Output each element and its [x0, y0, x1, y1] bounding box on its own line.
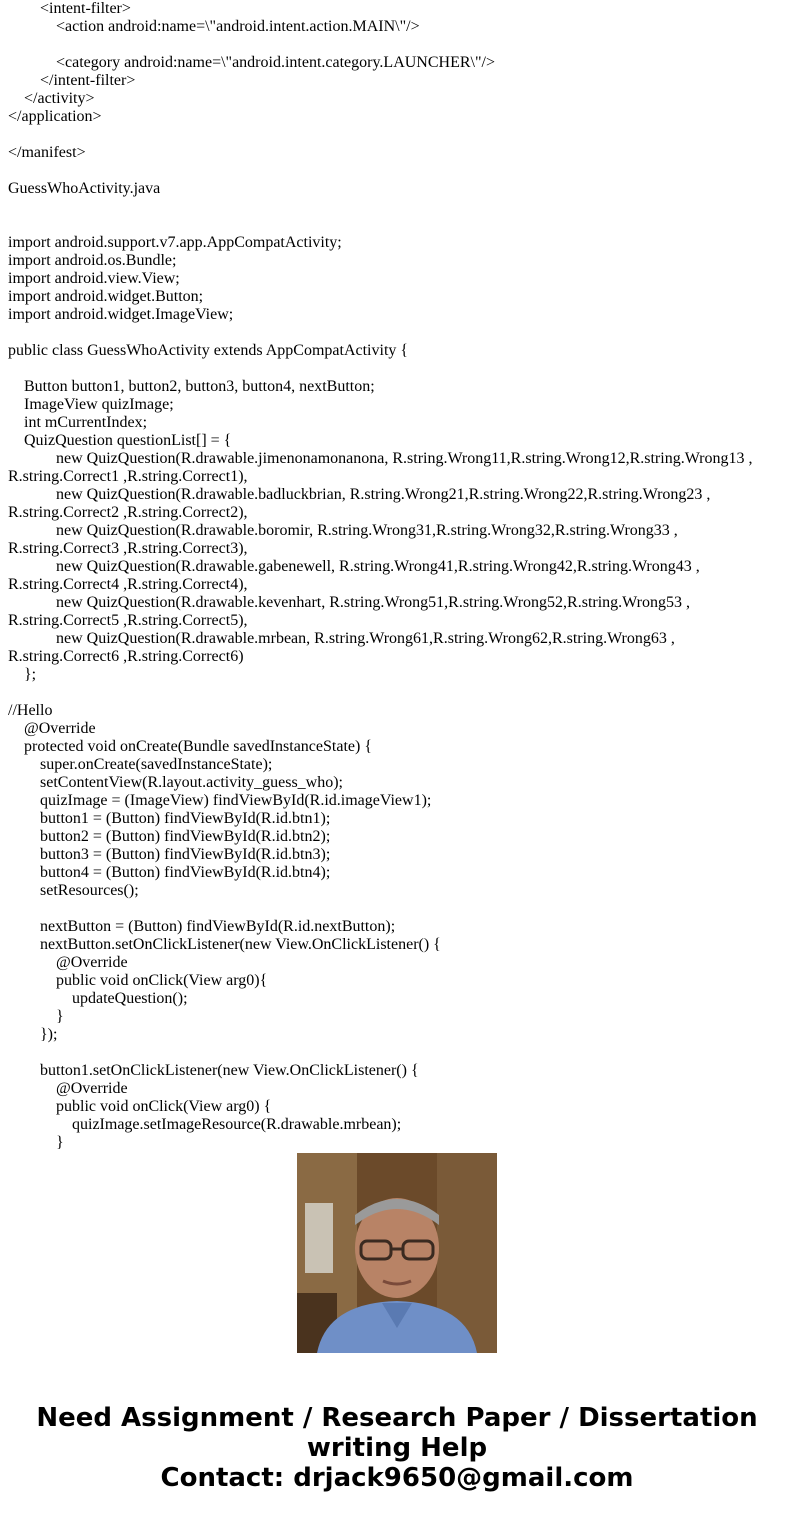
code-line: Button button1, button2, button3, button4, nextButton;: [8, 378, 375, 395]
code-line: @Override: [8, 720, 96, 737]
code-line: new QuizQuestion(R.drawable.badluckbrian, R.string.Wrong21,R.string.Wrong22,R.string.Wrong23 ,: [8, 486, 711, 503]
code-line: [8, 198, 788, 216]
code-line: public void onClick(View arg0){: [8, 972, 268, 989]
person-photo-icon: [297, 1153, 497, 1353]
promo-banner: [0, 1403, 794, 1493]
code-line: @Override: [8, 954, 128, 971]
code-line: button3 = (Button) findViewById(R.id.btn3);: [8, 846, 331, 863]
code-line: [8, 1044, 788, 1062]
code-line: });: [8, 1026, 58, 1043]
code-line: [8, 126, 788, 144]
code-line: [8, 216, 788, 234]
author-avatar: [297, 1153, 497, 1353]
code-line: R.string.Correct6 ,R.string.Correct6): [8, 648, 244, 665]
code-line: }: [8, 1134, 64, 1151]
code-line: [8, 36, 788, 54]
promo-contact: Contact: drjack9650@gmail.com: [160, 1463, 634, 1493]
code-line: [8, 162, 788, 180]
code-line: button4 = (Button) findViewById(R.id.btn4);: [8, 864, 331, 881]
code-line: [8, 324, 788, 342]
code-line: R.string.Correct2 ,R.string.Correct2),: [8, 504, 248, 521]
code-line: }: [8, 1008, 64, 1025]
code-line: new QuizQuestion(R.drawable.mrbean, R.string.Wrong61,R.string.Wrong62,R.string.Wrong63 ,: [8, 630, 675, 647]
code-line: [8, 900, 788, 918]
code-line: GuessWhoActivity.java: [8, 180, 161, 197]
code-line: setContentView(R.layout.activity_guess_who);: [8, 774, 343, 791]
code-line: R.string.Correct5 ,R.string.Correct5),: [8, 612, 248, 629]
code-line: ImageView quizImage;: [8, 396, 174, 413]
code-line: import android.view.View;: [8, 270, 180, 287]
code-line: <action android:name=\"android.intent.action.MAIN\"/>: [8, 18, 420, 35]
code-line: </manifest>: [8, 144, 86, 161]
code-line: button1 = (Button) findViewById(R.id.btn1);: [8, 810, 331, 827]
code-line: int mCurrentIndex;: [8, 414, 148, 431]
code-line: [8, 360, 788, 378]
code-line: import android.support.v7.app.AppCompatActivity;: [8, 234, 342, 251]
code-line: };: [8, 666, 37, 683]
code-line: @Override: [8, 1080, 128, 1097]
code-line: public class GuessWhoActivity extends AppCompatActivity {: [8, 342, 409, 359]
code-line: quizImage.setImageResource(R.drawable.mrbean);: [8, 1116, 402, 1133]
code-line: </application>: [8, 108, 102, 125]
code-line: import android.widget.ImageView;: [8, 306, 234, 323]
code-line: super.onCreate(savedInstanceState);: [8, 756, 273, 773]
code-line: nextButton = (Button) findViewById(R.id.nextButton);: [8, 918, 396, 935]
code-line: new QuizQuestion(R.drawable.kevenhart, R.string.Wrong51,R.string.Wrong52,R.string.Wrong53 ,: [8, 594, 690, 611]
code-line: <category android:name=\"android.intent.category.LAUNCHER\"/>: [8, 54, 495, 71]
code-line: [8, 684, 788, 702]
code-line: <intent-filter>: [8, 0, 131, 17]
code-line: nextButton.setOnClickListener(new View.OnClickListener() {: [8, 936, 441, 953]
code-line: R.string.Correct4 ,R.string.Correct4),: [8, 576, 248, 593]
code-line: button1.setOnClickListener(new View.OnClickListener() {: [8, 1062, 419, 1079]
promo-line-1: Need Assignment / Research Paper / Dissertation: [36, 1403, 758, 1433]
code-line: //Hello: [8, 702, 53, 719]
code-line: </activity>: [8, 90, 95, 107]
code-line: new QuizQuestion(R.drawable.boromir, R.string.Wrong31,R.string.Wrong32,R.string.Wrong33 ,: [8, 522, 678, 539]
code-line: R.string.Correct1 ,R.string.Correct1),: [8, 468, 248, 485]
code-line: updateQuestion();: [8, 990, 188, 1007]
code-line: protected void onCreate(Bundle savedInstanceState) {: [8, 738, 372, 755]
code-listing: [8, 0, 788, 1151]
code-line: quizImage = (ImageView) findViewById(R.id.imageView1);: [8, 792, 432, 809]
code-line: new QuizQuestion(R.drawable.gabenewell, R.string.Wrong41,R.string.Wrong42,R.string.Wrong43 ,: [8, 558, 700, 575]
code-line: setResources();: [8, 882, 139, 899]
code-line: public void onClick(View arg0) {: [8, 1098, 272, 1115]
code-line: new QuizQuestion(R.drawable.jimenonamonanona, R.string.Wrong11,R.string.Wrong12,R.string.Wrong13 ,: [8, 450, 753, 467]
code-line: import android.os.Bundle;: [8, 252, 177, 269]
code-line: button2 = (Button) findViewById(R.id.btn2);: [8, 828, 331, 845]
promo-line-2: writing Help: [306, 1433, 488, 1463]
code-line: </intent-filter>: [8, 72, 136, 89]
code-line: import android.widget.Button;: [8, 288, 204, 305]
code-line: QuizQuestion questionList[] = {: [8, 432, 232, 449]
code-line: R.string.Correct3 ,R.string.Correct3),: [8, 540, 248, 557]
